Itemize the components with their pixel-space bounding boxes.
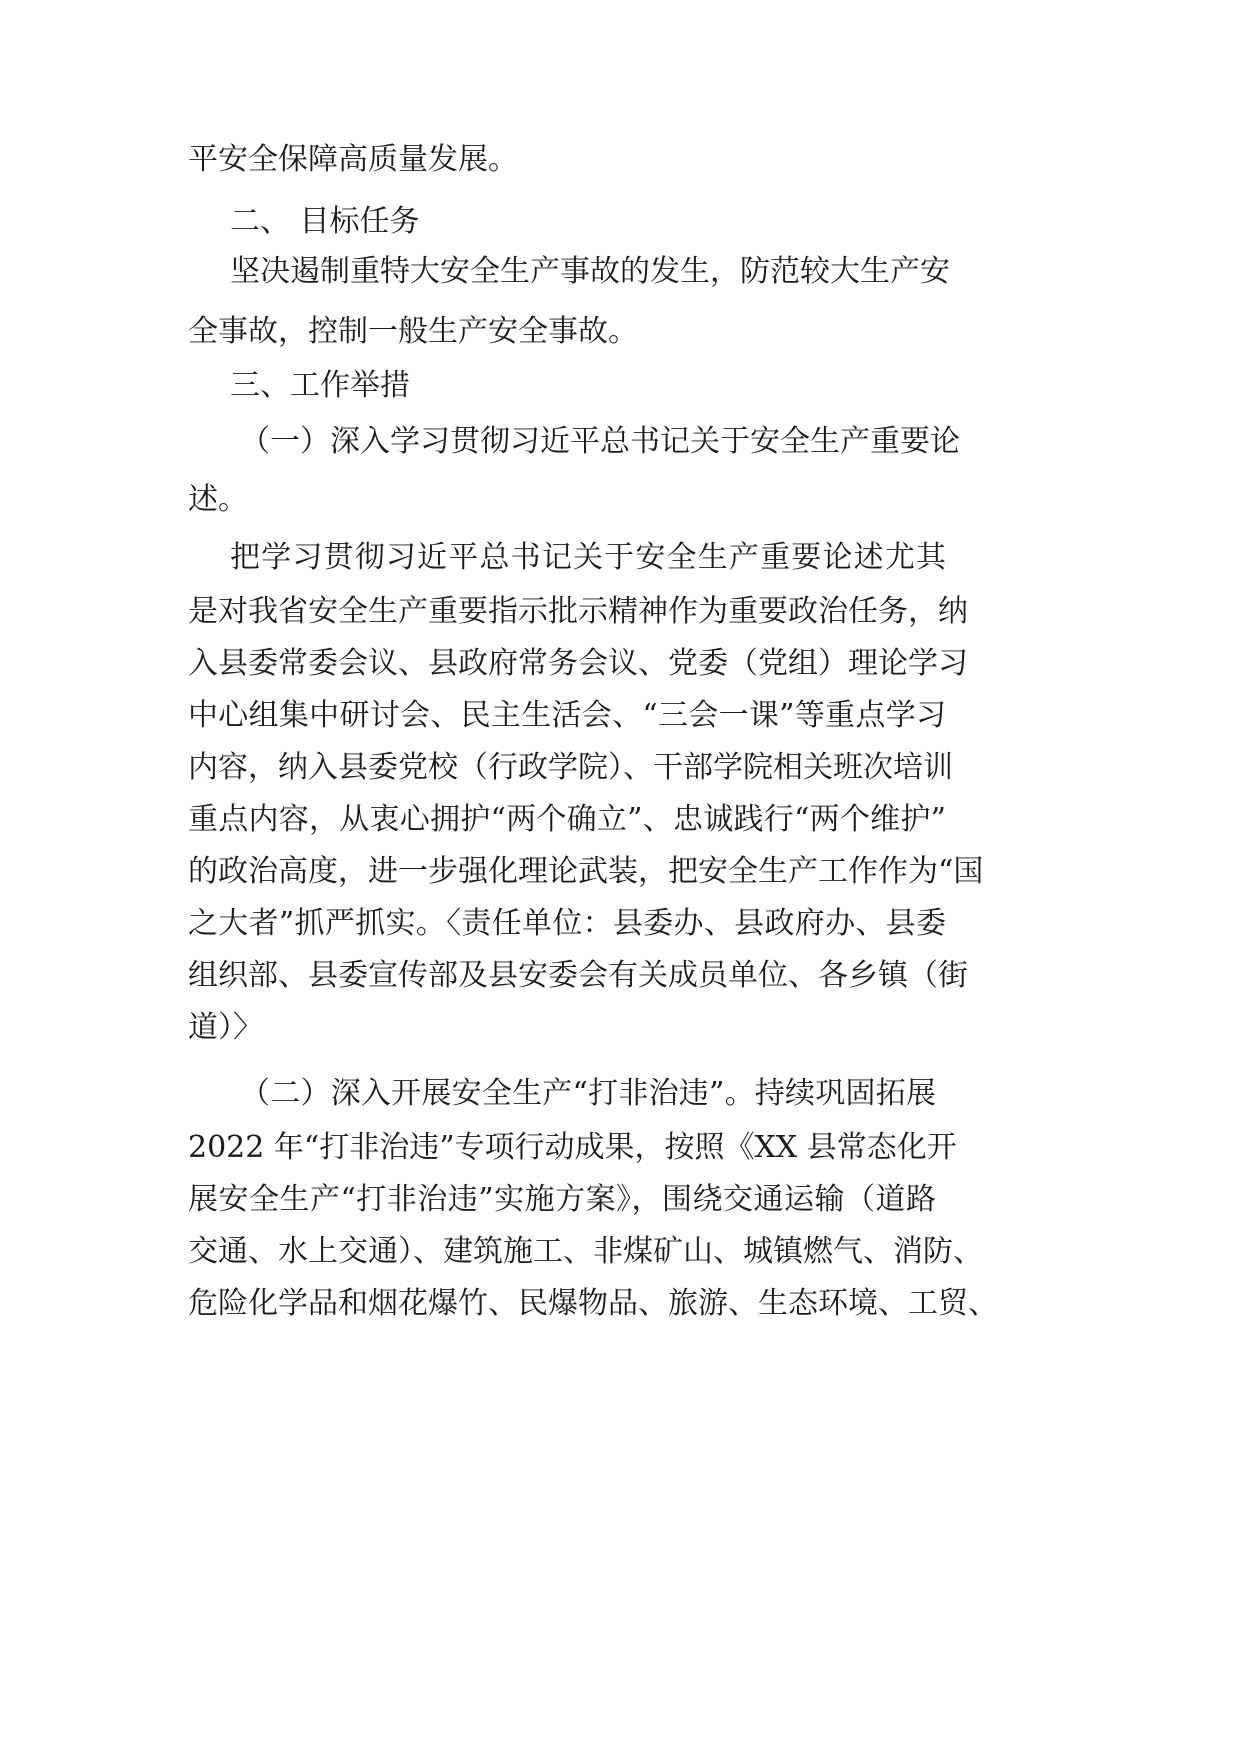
text-line: 内容，纳入县委党校（行政学院）、干部学院相关班次培训 [188,750,953,785]
text-line: 坚决遏制重特大安全生产事故的发生，防范较大生产安 [230,254,950,289]
text-line: 把学习贯彻习近平总书记关于安全生产重要论述尤其 [230,540,946,575]
text-line: 全事故，控制一般生产安全事故。 [188,314,638,349]
text-line: 的政治高度，进一步强化理论武装，把安全生产工作作为“国 [188,854,984,889]
text-line: 2022 年“打非治违”专项行动成果，按照《XX 县常态化开 [188,1130,957,1165]
text-line: 中心组集中研讨会、民主生活会、“三会一课”等重点学习 [188,698,946,733]
subsection-heading: 述。 [188,482,248,517]
text-line: 展安全生产“打非治违”实施方案》，围绕交通运输（道路 [188,1182,936,1217]
text-line: 是对我省安全生产重要指示批示精神作为重要政治任务，纳 [188,594,968,629]
text-line: 组织部、县委宣传部及县安委会有关成员单位、各乡镇（街 [188,958,968,993]
text-line: 入县委常委会议、县政府常务会议、党委（党组）理论学习 [188,646,968,681]
text-line: 危险化学品和烟花爆竹、民爆物品、旅游、生态环境、工贸、 [188,1286,998,1321]
text-line: 重点内容，从衷心拥护“两个确立”、忠诚践行“两个维护” [188,802,946,837]
section-heading: 二、 目标任务 [230,204,420,239]
subsection-heading: （二）深入开展安全生产“打非治违”。持续巩固拓展 [240,1076,936,1111]
text-line: 交通、水上交通）、建筑施工、非煤矿山、城镇燃气、消防、 [188,1234,983,1269]
text-line: 道）〉 [188,1010,263,1045]
text-line: 平安全保障高质量发展。 [188,142,518,177]
subsection-heading: （一）深入学习贯彻习近平总书记关于安全生产重要论 [240,424,960,459]
section-heading: 三、工作举措 [230,368,410,403]
text-line: 之大者”抓严抓实。〈责任单位：县委办、县政府办、县委 [188,906,946,941]
